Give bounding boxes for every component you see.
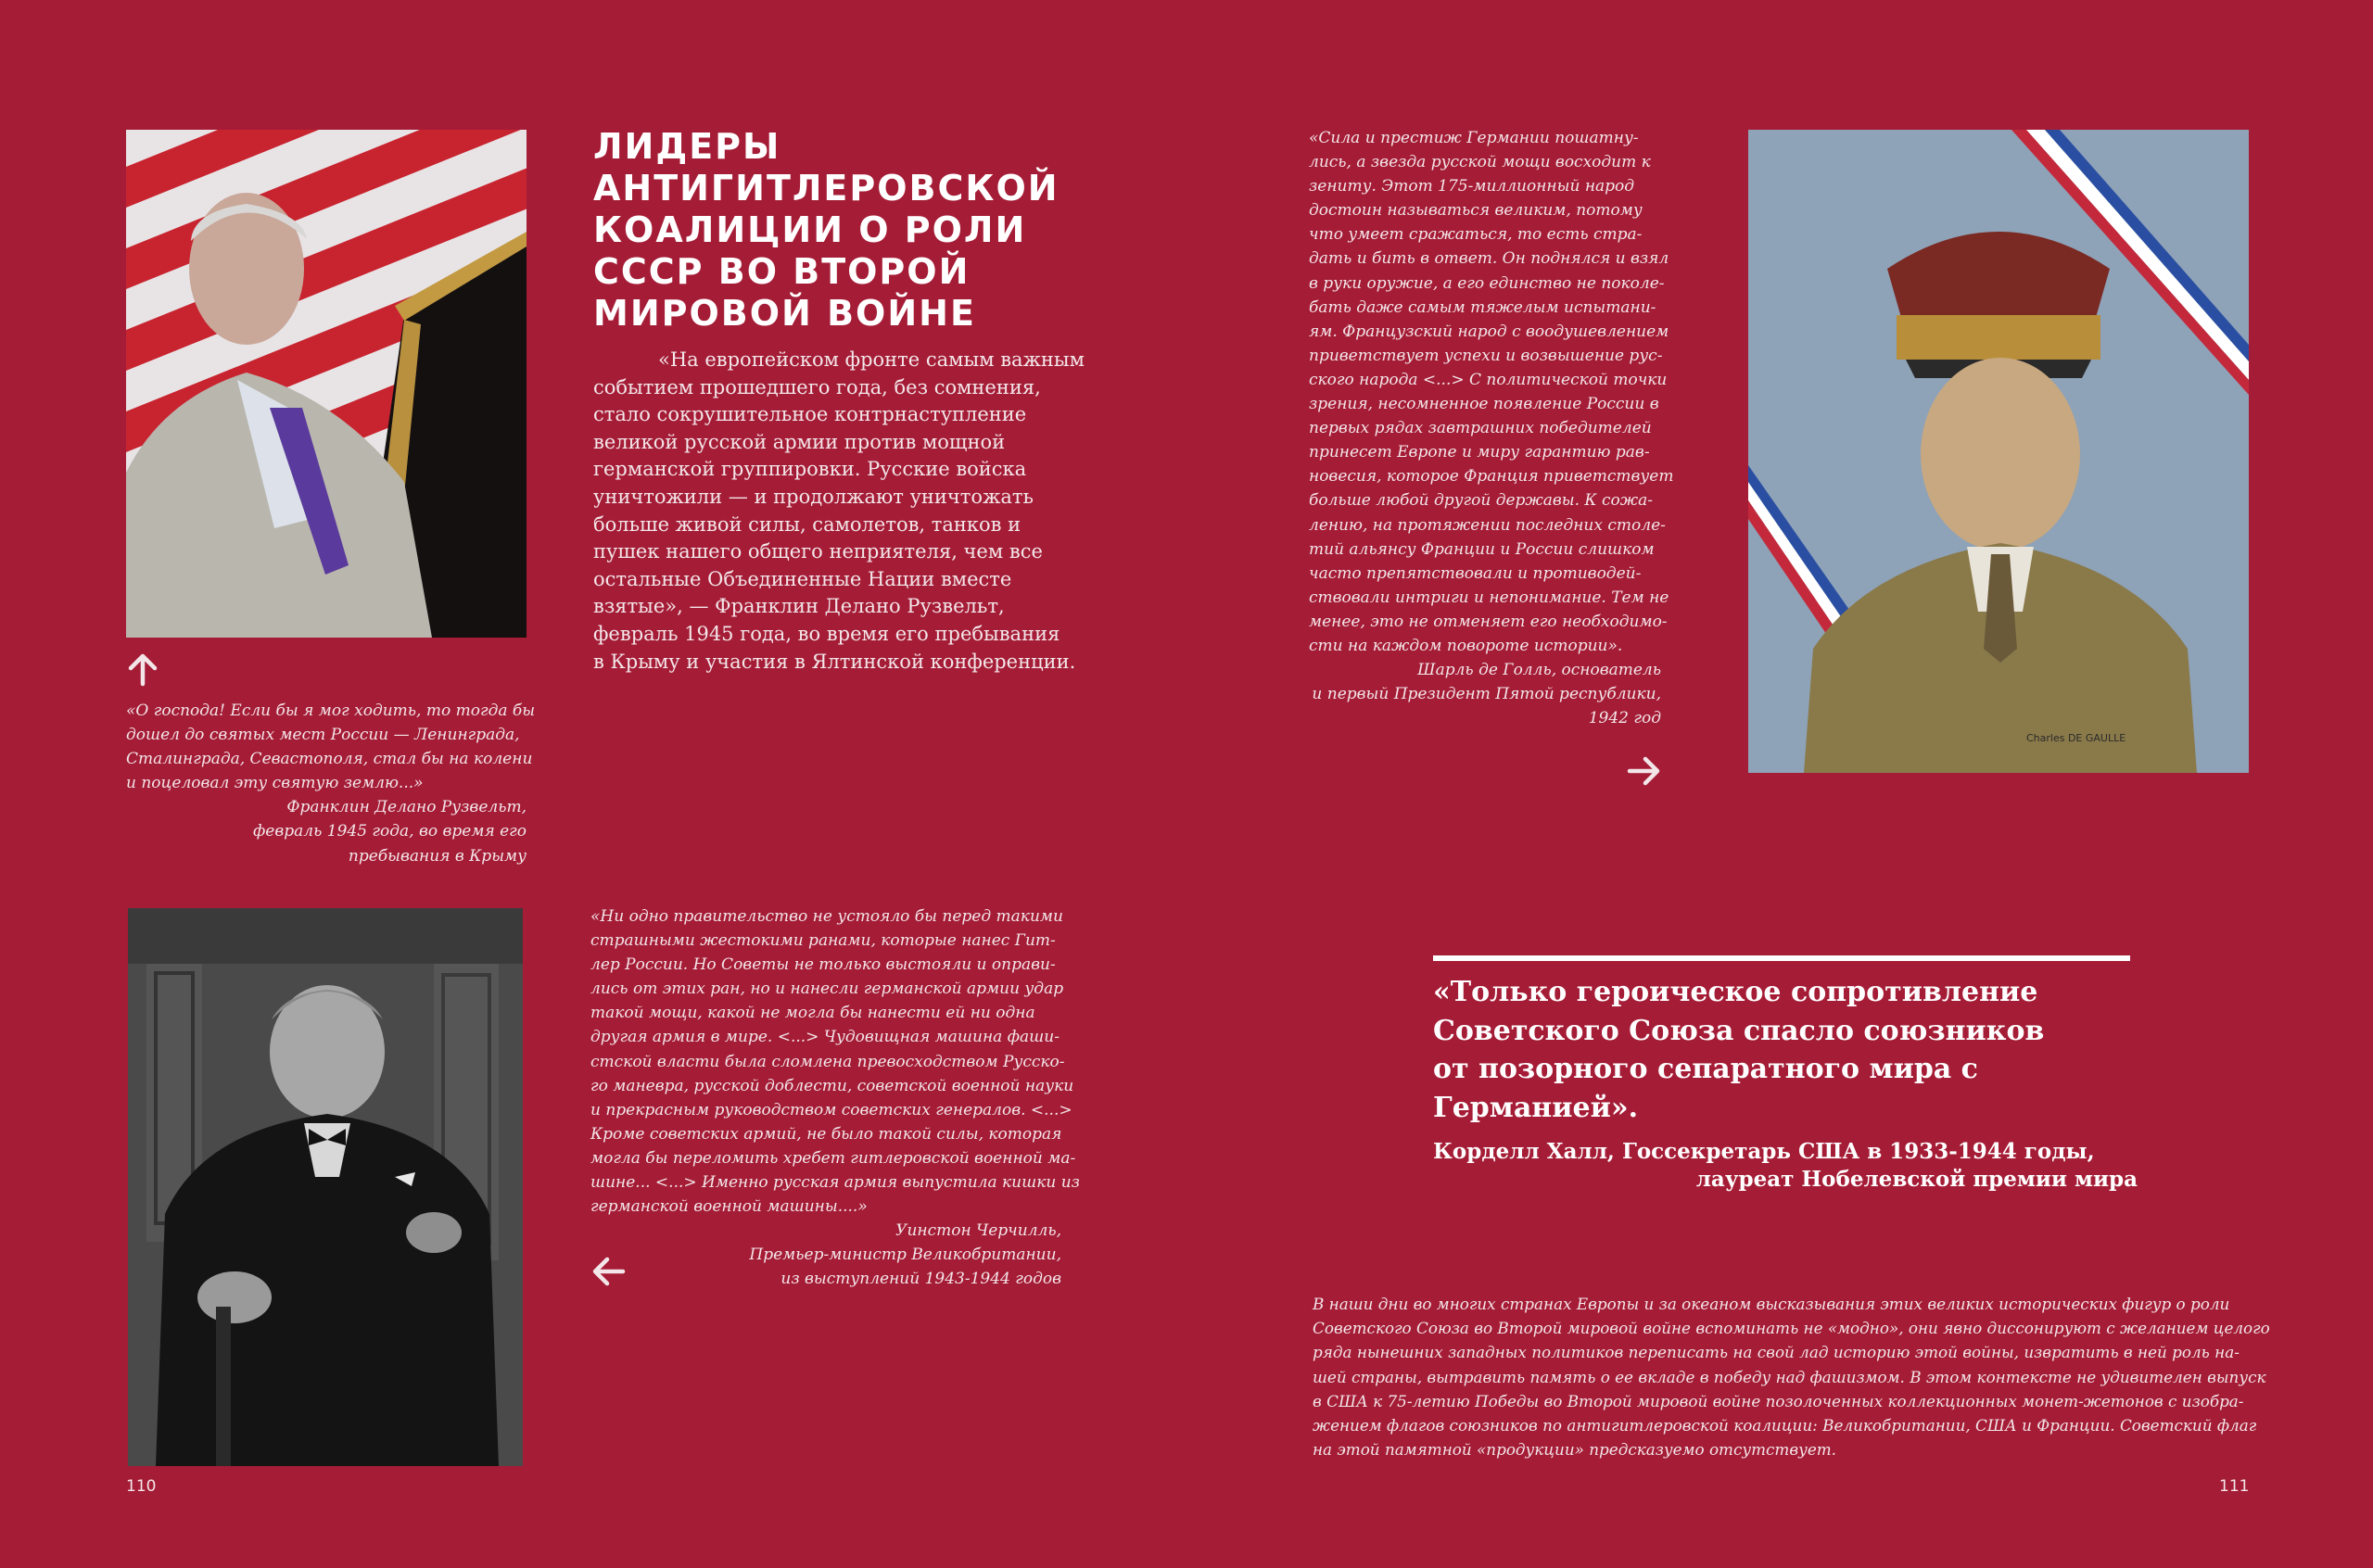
- page-title: ЛИДЕРЫ АНТИГИТЛЕРОВСКОЙ КОАЛИЦИИ О РОЛИ СССР ВО ВТОРОЙ МИРОВОЙ ВОЙНЕ: [593, 126, 1060, 334]
- de-gaulle-quote: «Сила и престиж Германии пошатну- лись, а звезда русской мощи восходит к зениту. Этот 175-миллионный народ достоин называться великим, потому что умеет сражаться, то есть стра- дать и бить в ответ. Он поднялся и взял в руки оружие, а его единство не поколе- бать даже самым тяжелым испытани- ям. Французский народ с воодушевлением приветствует успехи и возвышение рус- ского народа <...> С политической точки зрения, несомненное появление России в первых рядах завтрашних победителей принесет Европе и миру гарантию рав- новесия, которое Франция приветствует больше любой другой державы. К сожа- лению, на протяжении последних столе- тий альянсу Франции и России слишком часто препятствовали и противодей- ствовали интриги и непонимание. Тем не менее, это не отменяет его необходимо- сти на каждом повороте истории». Шарль де Голль, основатель и первый Президент Пятой республики, 1942 год: [1309, 129, 1674, 728]
- page-number-left: 110: [126, 1477, 157, 1496]
- roosevelt-caption: «О господа! Если бы я мог ходить, то тогда бы дошел до святых мест России — Ленинграда, Сталинграда, Севастополя, стал бы на колени и поцеловал эту святую землю...» Франклин Делано Рузвельт, февраль 1945 года, во время его пребывания в Крыму: [126, 702, 536, 866]
- pull-quote-rule: [1433, 955, 2130, 961]
- roosevelt-main-quote: «На европейском фронте самым важным событием прошедшего года, без сомнения, стало сокрушительное контрнаступление великой русской армии против мощной германской группировки. Русские войска уничтожили — и продолжают уничтожать больше живой силы, самолетов, танков и пушек нашего общего неприятеля, чем все остальные Объединенные Нации вместе взятые», — Франклин Делано Рузвельт, февраль 1945 года, во время его пребывания в Крыму и участия в Ялтинской конференции.: [593, 348, 1085, 673]
- churchill-photo: [128, 908, 523, 1466]
- churchill-quote: «Ни одно правительство не устояло бы перед такими страшными жестокими ранами, которые нанес Гит- лер России. Но Советы не только выстояли и оправи- лись от этих ран, но и нанесли германской армии удар такой мощи, какой не могла бы нанести ей ни одна другая армия в мире. <...> Чудовищная машина фаши- стской власти была сломлена превосходством Русско- го маневра, русской доблести, советской военной науки и прекрасным руководством советских генералов. <...> Кроме советских армий, не было такой силы, которая могла бы переломить хребет гитлеровской военной ма- шине... <...> Именно русская армия выпустила кишки из германской военной машины....» Уинстон Черчилль, Премьер-министр Великобритании, из выступлений 1943-1944 годов: [590, 907, 1080, 1289]
- pull-quote-attribution: Корделл Халл, Госсекретарь США в 1933-1944 годы, лауреат Нобелевской премии мира: [1433, 1139, 2138, 1192]
- page-number-right: 111: [2219, 1477, 2250, 1496]
- pull-quote: «Только героическое сопротивление Советского Союза спасло союзников от позорного сепаратного мира с Германией».: [1433, 976, 2045, 1124]
- closing-text: В наши дни во многих странах Европы и за океаном высказывания этих великих исторических фигур о роли Советского Союза во Второй мировой войне вспоминать не «модно», они явно диссонируют с желанием целого ряда нынешних западных политиков переписать на свой лад историю этой войны, извратить в ней роль на- шей страны, вытравить память о ее вкладе в победу над фашизмом. В этом контексте не удивителен выпуск в США к 75-летию Победы во Второй мировой войне позолоченных коллекционных монет-жетонов с изобра- жением флагов союзников по антигитлеровской коалиции: Великобритании, США и Франции. Советский флаг на этой памятной «продукции» предсказуемо отсутствует.: [1313, 1295, 2270, 1460]
- de-gaulle-portrait: [1748, 130, 2249, 773]
- arrow-up-icon: [124, 651, 161, 688]
- arrow-left-icon: [590, 1253, 627, 1290]
- arrow-right-icon: [1626, 752, 1663, 790]
- portrait-caption: Charles DE GAULLE: [2026, 732, 2126, 744]
- roosevelt-photo: [126, 130, 527, 638]
